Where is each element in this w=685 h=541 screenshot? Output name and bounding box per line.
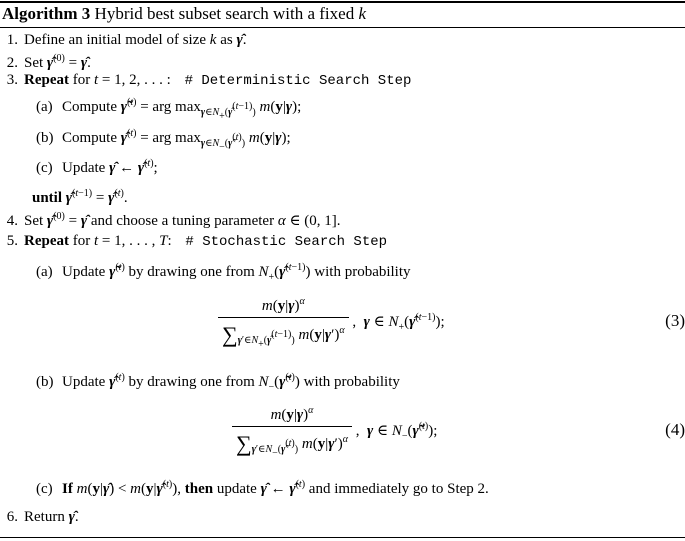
algorithm-caption [2,4,366,24]
comment-deterministic: # Deterministic Search Step [184,73,412,89]
step-number: 1. [6,32,18,48]
step-3b: (b) Compute γ̂$^{(t)}$ = arg $\max_{\gamma\in N_-(\gammã^{(t)})} m(y|\gamma)$; [36,128,291,153]
keyword-if: If [62,481,73,497]
bottom-rule [0,537,685,538]
equation-4-numerator: $m(y|\gamma)^\alpha$ [270,405,314,423]
equation-4-number: (4) [665,420,685,439]
step-2: 2. Set γ̂$^{(0)}$ = γ̂. [0,53,91,72]
step-4: 4. Set γ̂$^{(0)}$ = γ̂ and choose a tuning parameter α ∈ (0, 1]. [0,211,341,230]
step-3c: (c) Update γ̂ ← γ̂$^{(t)}$; [36,158,158,176]
equation-3-number: (3) [665,311,685,330]
step-number: 6. [6,509,18,525]
equation-3-condition: , γ ∈ $N_+(\gammâ^{(t-1)})$; [352,312,445,334]
step-number: 3. [6,72,18,88]
keyword-repeat: Repeat [24,72,69,88]
step-6: 6. Return γ̂. [0,509,79,526]
equation-4-fraction [232,405,352,459]
step-3a: (a) Compute γ̃$^{(t)}$ = arg $\max_{\gamma\in N_+(\gammâ^{(t-1)})} m(y|\gamma)$; [36,97,302,122]
equation-4 [232,405,437,459]
step-number: 2. [6,55,18,71]
substep-label: (c) [36,160,53,176]
equation-3-fraction [218,296,349,350]
step-number: 4. [6,213,18,229]
equation-3-numerator: $m(y|\gamma)^\alpha$ [261,296,305,314]
substep-label: (c) [36,481,53,497]
step-5b: (b) Update γ̂$^{(t)}$ by drawing one from $N_-(\gammã^{(t)})$ with probability [36,372,400,393]
step-5c: (c) If m(y|γ̂) < m(y|γ̂$^{(t)}$), then update γ̂ ← γ̂$^{(t)}$ and immediately go to Step 2. [36,479,489,497]
substep-label: (b) [36,374,54,390]
step-5: 5. Repeat for t = 1, . . . , T: # Stochastic Search Step [0,233,387,250]
step-number: 5. [6,233,18,249]
step-3: 3. Repeat for t = 1, 2, . . . : # Deterministic Search Step [0,72,411,89]
comment-stochastic: # Stochastic Search Step [185,234,388,250]
caption-rule [0,27,685,28]
substep-label: (b) [36,130,54,146]
step-1: 1. Define an initial model of size k as γ̂. [0,32,246,49]
keyword-until: until [32,190,63,206]
equation-3-denominator: $\sum_{\gamma'\in N_+(\gammâ^{(t-1)})}$ $m(y|\gamma')^\alpha$ [218,317,349,350]
equation-4-condition: , γ ∈ $N_-(\gammã^{(t)})$; [355,421,438,443]
top-rule [0,1,685,3]
equation-3 [218,296,445,350]
step-3-until: until γ̂$^{(t-1)}$ = γ̂$^{(t)}$. [32,188,128,206]
algorithm-title: Hybrid best subset search with a fixed k [94,4,367,23]
equation-4-denominator: $\sum_{\gamma'\in N_-(\gammã^{(t)})}$ $m(y|\gamma')^\alpha$ [232,426,352,459]
keyword-repeat: Repeat [24,233,69,249]
keyword-then: then [184,481,214,497]
substep-label: (a) [36,264,53,280]
algorithm-label: Algorithm 3 [2,4,91,23]
substep-label: (a) [36,99,53,115]
step-5a: (a) Update γ̃$^{(t)}$ by drawing one from $N_+(\gammâ^{(t-1)})$ with probability [36,262,411,283]
